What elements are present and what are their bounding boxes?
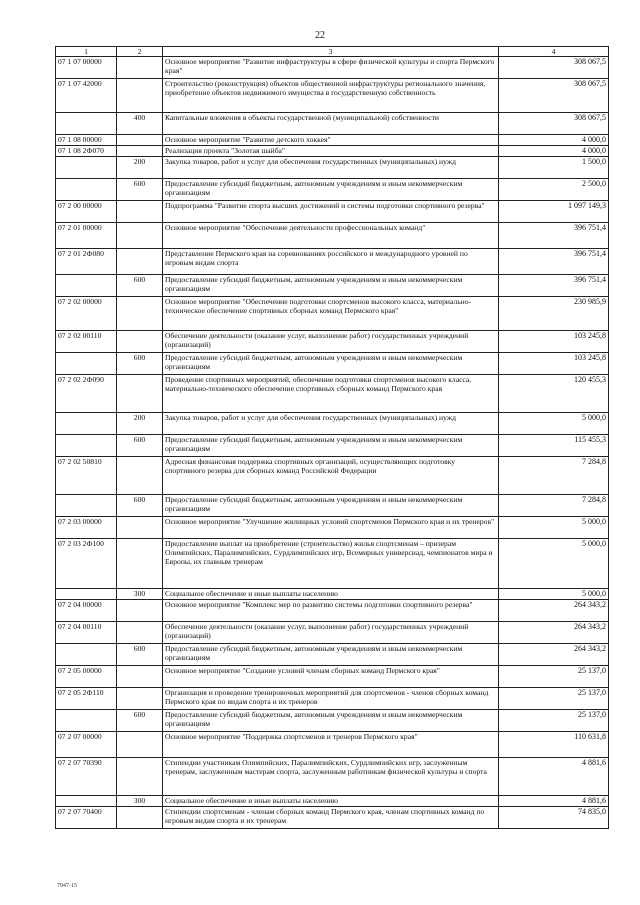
row-code: 07 2 07 70390 — [56, 758, 117, 796]
row-amount: 264 343,2 — [499, 600, 609, 622]
row-amount: 7 284,8 — [499, 495, 609, 517]
row-amount: 396 751,4 — [499, 223, 609, 249]
row-description: Предоставление субсидий бюджетным, автономным учреждениям и иным некоммерческим организациям — [163, 275, 499, 297]
table-row — [56, 57, 609, 79]
row-description: Стипендии участникам Олимпийских, Паралимпийских, Сурдлимпийских игр, заслуженным тренерам, заслуженным мастерам спорта, заслуженным работникам физической культуры и спорта — [163, 758, 499, 796]
table-row — [56, 275, 609, 297]
row-description: Основное мероприятие "Создание условий членам сборных команд Пермского края" — [163, 666, 499, 688]
table-row — [56, 157, 609, 179]
row-description: Адресная финансовая поддержка спортивных организаций, осуществляющих подготовку спортивного резерва для сборных команд Российской Федерации — [163, 457, 499, 495]
row-description: Капитальные вложения в объекты государственной (муниципальной) собственности — [163, 113, 499, 135]
table-row — [56, 517, 609, 539]
row-amount: 110 631,8 — [499, 732, 609, 758]
row-amount: 7 284,8 — [499, 457, 609, 495]
table-row — [56, 495, 609, 517]
table-row — [56, 600, 609, 622]
row-expense-type: 600 — [117, 275, 163, 297]
row-code: 07 1 08 2Ф070 — [56, 146, 117, 157]
table-row — [56, 622, 609, 644]
row-code — [56, 113, 117, 135]
row-amount: 5 000,0 — [499, 517, 609, 539]
row-expense-type — [117, 249, 163, 275]
row-code: 07 2 02 50810 — [56, 457, 117, 495]
table-row — [56, 223, 609, 249]
row-expense-type: 600 — [117, 495, 163, 517]
table-row — [56, 413, 609, 435]
table-row — [56, 732, 609, 758]
row-description: Основное мероприятие "Обеспечение подготовки спортсменов высокого класса, материально-техническое обеспечение спортивных сборных команд Пермского края" — [163, 297, 499, 331]
table-row — [56, 201, 609, 223]
row-expense-type — [117, 57, 163, 79]
row-expense-type — [117, 758, 163, 796]
document-code: 7947-15 — [57, 883, 77, 889]
row-expense-type — [117, 331, 163, 353]
row-code: 07 2 07 70400 — [56, 807, 117, 829]
table-row — [56, 146, 609, 157]
row-amount: 25 137,0 — [499, 710, 609, 732]
row-expense-type: 200 — [117, 413, 163, 435]
row-description: Предоставление субсидий бюджетным, автономным учреждениям и иным некоммерческим организациям — [163, 435, 499, 457]
table-row — [56, 666, 609, 688]
budget-table — [55, 46, 609, 829]
row-expense-type — [117, 732, 163, 758]
row-amount: 308 067,5 — [499, 113, 609, 135]
row-expense-type — [117, 135, 163, 146]
row-description: Социальное обеспечение и иные выплаты населению — [163, 796, 499, 807]
row-expense-type — [117, 807, 163, 829]
table-row — [56, 539, 609, 589]
row-code — [56, 796, 117, 807]
row-amount: 25 137,0 — [499, 666, 609, 688]
row-code — [56, 710, 117, 732]
table-row — [56, 796, 609, 807]
row-expense-type: 600 — [117, 353, 163, 375]
row-description: Строительство (реконструкция) объектов общественной инфраструктуры регионального значения, приобретение объектов недвижимого имущества в государственную собственность — [163, 79, 499, 113]
table-row — [56, 79, 609, 113]
row-description: Предоставление субсидий бюджетным, автономным учреждениям и иным некоммерческим организациям — [163, 644, 499, 666]
row-amount: 396 751,4 — [499, 275, 609, 297]
row-description: Подпрограмма "Развитие спорта высших достижений и системы подготовки спортивного резерва" — [163, 201, 499, 223]
row-amount: 1 500,0 — [499, 157, 609, 179]
row-amount: 4 881,6 — [499, 758, 609, 796]
row-amount: 4 881,6 — [499, 796, 609, 807]
row-description: Стипендии спортсменам - членам сборных команд Пермского края, членам спортивных команд по игровым видам спорта и их тренерам — [163, 807, 499, 829]
table-body — [56, 57, 609, 829]
table-row — [56, 113, 609, 135]
table-row — [56, 688, 609, 710]
table-row — [56, 710, 609, 732]
row-expense-type: 300 — [117, 589, 163, 600]
row-expense-type — [117, 622, 163, 644]
row-description: Обеспечение деятельности (оказание услуг, выполнение работ) государственных учреждений (организаций) — [163, 622, 499, 644]
row-code — [56, 495, 117, 517]
row-code — [56, 413, 117, 435]
row-amount: 5 000,0 — [499, 413, 609, 435]
table-row — [56, 644, 609, 666]
row-amount: 4 000,0 — [499, 135, 609, 146]
row-description: Предоставление субсидий бюджетным, автономным учреждениям и иным некоммерческим организациям — [163, 710, 499, 732]
row-expense-type — [117, 297, 163, 331]
row-code — [56, 179, 117, 201]
row-amount: 264 343,2 — [499, 622, 609, 644]
row-amount: 4 000,0 — [499, 146, 609, 157]
row-expense-type — [117, 666, 163, 688]
row-code — [56, 157, 117, 179]
table-row — [56, 179, 609, 201]
row-description: Основное мероприятие "Улучшение жилищных условий спортсменов Пермского края и их тренеров" — [163, 517, 499, 539]
row-code — [56, 644, 117, 666]
row-amount: 396 751,4 — [499, 249, 609, 275]
row-code — [56, 589, 117, 600]
table-row — [56, 375, 609, 413]
row-amount: 1 097 149,3 — [499, 201, 609, 223]
row-expense-type: 600 — [117, 435, 163, 457]
row-amount: 115 455,3 — [499, 435, 609, 457]
row-description: Предоставление выплат на приобретение (строительство) жилья спортсменам – призерам Олимпийских, Паралимпийских, Сурдлимпийских игр, Всемирных универсиад, чемпионатов мира и Европы, их главным тренерам — [163, 539, 499, 589]
row-amount: 120 455,3 — [499, 375, 609, 413]
row-expense-type: 200 — [117, 157, 163, 179]
row-code: 07 2 05 2Ф110 — [56, 688, 117, 710]
header-col-4: 4 — [499, 47, 609, 57]
row-description: Предоставление субсидий бюджетным, автономным учреждениям и иным некоммерческим организациям — [163, 179, 499, 201]
row-description: Основное мероприятие "Поддержка спортсменов и тренеров Пермского края" — [163, 732, 499, 758]
row-amount: 5 000,0 — [499, 539, 609, 589]
row-expense-type — [117, 457, 163, 495]
row-amount: 230 985,9 — [499, 297, 609, 331]
row-description: Основное мероприятие "Комплекс мер по развитию системы подготовки спортивного резерва" — [163, 600, 499, 622]
row-code: 07 2 01 2Ф080 — [56, 249, 117, 275]
row-amount: 74 835,0 — [499, 807, 609, 829]
row-expense-type — [117, 223, 163, 249]
row-code — [56, 275, 117, 297]
table-row — [56, 807, 609, 829]
row-code: 07 2 04 00000 — [56, 600, 117, 622]
row-description: Основное мероприятие "Развитие инфраструктуры в сфере физической культуры и спорта Пермского края" — [163, 57, 499, 79]
row-description: Закупка товаров, работ и услуг для обеспечения государственных (муниципальных) нужд — [163, 413, 499, 435]
row-expense-type: 300 — [117, 796, 163, 807]
row-code: 07 2 05 00000 — [56, 666, 117, 688]
table-row — [56, 589, 609, 600]
page-number: 22 — [315, 30, 325, 41]
row-expense-type — [117, 600, 163, 622]
row-code: 07 2 00 00000 — [56, 201, 117, 223]
row-amount: 264 343,2 — [499, 644, 609, 666]
table-row — [56, 331, 609, 353]
row-amount: 5 000,0 — [499, 589, 609, 600]
row-description: Предоставление субсидий бюджетным, автономным учреждениям и иным некоммерческим организациям — [163, 495, 499, 517]
table-row — [56, 457, 609, 495]
row-description: Представление Пермского края на соревнованиях российского и международного уровней по игровым видам спорта — [163, 249, 499, 275]
row-code: 07 1 07 42000 — [56, 79, 117, 113]
row-amount: 2 500,0 — [499, 179, 609, 201]
table-row — [56, 435, 609, 457]
row-amount: 308 067,5 — [499, 57, 609, 79]
row-code: 07 2 02 00000 — [56, 297, 117, 331]
row-code — [56, 435, 117, 457]
row-expense-type: 400 — [117, 113, 163, 135]
header-col-1: 1 — [56, 47, 117, 57]
row-amount: 25 137,0 — [499, 688, 609, 710]
row-code: 07 2 04 00110 — [56, 622, 117, 644]
row-expense-type — [117, 688, 163, 710]
header-col-2: 2 — [117, 47, 163, 57]
table-row — [56, 249, 609, 275]
row-expense-type — [117, 539, 163, 589]
row-code: 07 2 07 00000 — [56, 732, 117, 758]
table-row — [56, 353, 609, 375]
row-description: Проведение спортивных мероприятий, обеспечение подготовки спортсменов высокого класса, материально-технического обеспечение спортивных сборных команд Пермского края — [163, 375, 499, 413]
row-expense-type — [117, 79, 163, 113]
row-expense-type — [117, 146, 163, 157]
row-description: Основное мероприятие "Обеспечение деятельности профессиональных команд" — [163, 223, 499, 249]
table-row — [56, 758, 609, 796]
table-row — [56, 297, 609, 331]
row-amount: 103 245,8 — [499, 331, 609, 353]
row-code: 07 2 02 00110 — [56, 331, 117, 353]
row-expense-type: 600 — [117, 644, 163, 666]
row-code: 07 1 08 00000 — [56, 135, 117, 146]
row-code: 07 2 03 2Ф100 — [56, 539, 117, 589]
table-header-row — [56, 47, 609, 57]
row-description: Основное мероприятие "Развитие детского хоккея" — [163, 135, 499, 146]
row-description: Закупка товаров, работ и услуг для обеспечения государственных (муниципальных) нужд — [163, 157, 499, 179]
row-expense-type — [117, 375, 163, 413]
row-amount: 103 245,8 — [499, 353, 609, 375]
row-expense-type — [117, 201, 163, 223]
row-amount: 308 067,5 — [499, 79, 609, 113]
table-row — [56, 135, 609, 146]
row-description: Социальное обеспечение и иные выплаты населению — [163, 589, 499, 600]
row-code: 07 2 02 2Ф090 — [56, 375, 117, 413]
row-code: 07 2 01 00000 — [56, 223, 117, 249]
row-code: 07 2 03 00000 — [56, 517, 117, 539]
row-description: Обеспечение деятельности (оказание услуг, выполнение работ) государственных учреждений (организаций) — [163, 331, 499, 353]
row-description: Реализация проекта "Золотая шайба" — [163, 146, 499, 157]
row-code: 07 1 07 00000 — [56, 57, 117, 79]
row-description: Предоставление субсидий бюджетным, автономным учреждениям и иным некоммерческим организациям — [163, 353, 499, 375]
row-expense-type: 600 — [117, 710, 163, 732]
row-expense-type: 600 — [117, 179, 163, 201]
row-expense-type — [117, 517, 163, 539]
header-col-3: 3 — [163, 47, 499, 57]
row-code — [56, 353, 117, 375]
row-description: Организация и проведение тренировочных мероприятий для спортсменов - членов сборных команд Пермского края по видам спорта и их тренеров — [163, 688, 499, 710]
